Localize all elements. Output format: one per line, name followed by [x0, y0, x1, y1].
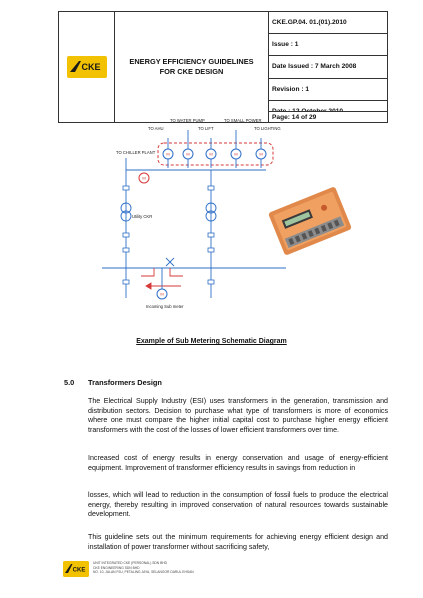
svg-text:M: M	[234, 151, 238, 157]
section-number: 5.0	[64, 378, 75, 387]
label-to-water-pump: TO WATER PUMP	[170, 118, 205, 123]
page-number: Page: 14 of 29	[268, 111, 388, 123]
label-to-lift: TO LIFT	[198, 126, 214, 131]
doc-code: CKE.GP.04. 01.(01).2010	[269, 12, 387, 34]
footer-logo-text: CKE	[72, 567, 86, 574]
paragraph: The Electrical Supply Industry (ESI) uses transformers in the generation, transmission and distribution sectors. Decision to purchase what type of transformers is more of economics where one must compare the higher initial capital cost to purchase higher energy efficient transformers with the cost of the losses of lower efficient transformers over time.	[88, 397, 388, 434]
section-title: Transformers Design	[88, 378, 162, 387]
document-header	[58, 11, 388, 123]
header-title-line1: ENERGY EFFICIENCY GUIDELINES	[129, 57, 254, 66]
header-title-line2: FOR CKE DESIGN	[159, 67, 224, 76]
label-to-lighting: TO LIGHTING	[254, 126, 281, 131]
svg-text:M: M	[209, 151, 213, 157]
energy-meter-image	[266, 184, 354, 258]
label-utility-ckr: Utility CKR	[132, 214, 153, 219]
sub-metering-schematic	[96, 108, 286, 323]
page-footer	[63, 560, 393, 582]
svg-text:M: M	[142, 175, 146, 181]
footer-text	[93, 561, 194, 575]
label-to-ahu: TO AHU	[148, 126, 164, 131]
header-title-cell	[115, 12, 269, 122]
submeter-group	[139, 149, 266, 183]
paragraph: This guideline sets out the minimum requirements for achieving energy efficient design and installation of power transformer without sacrificing safety,	[88, 533, 388, 551]
svg-text:M: M	[259, 151, 263, 157]
paragraph: losses, which will lead to reduction in the consumption of fossil fuels to produce the electrical energy, thereby resulting in improved conservation of natural resources towards sustainable development.	[88, 491, 388, 519]
svg-text:M: M	[186, 151, 190, 157]
footer-line: CKE ENGINEERING SDN BHD	[93, 565, 140, 570]
header-meta-cell	[269, 12, 387, 122]
footer-line: UNIT INTEGRATED CKE (PERSONAL) SDN BHD	[93, 561, 168, 565]
paragraph: Increased cost of energy results in energy conservation and usage of energy-efficient equipment. Improvement of transformer efficiency results in savings from reduction in	[88, 454, 388, 472]
issue-number: Issue : 1	[269, 34, 387, 56]
header-logo-cell	[59, 12, 115, 122]
date-issued: Date Issued : 7 March 2008	[269, 56, 387, 78]
svg-text:M: M	[166, 151, 170, 157]
figure-caption: Example of Sub Metering Schematic Diagram	[136, 338, 287, 345]
revision-number: Revision : 1	[269, 79, 387, 101]
label-to-small-power: TO SMALL POWER	[224, 118, 262, 123]
label-incoming-sub-meter: Incoming Sub meter	[146, 304, 184, 309]
logo-text: CKE	[81, 62, 101, 72]
footer-line: NO. 10, JALAN PJU, PETALING JAYA, SELANGOR DARUL EHSAN	[93, 570, 194, 575]
company-logo	[67, 56, 107, 78]
footer-logo	[63, 561, 89, 577]
label-to-chiller-plant: TO CHILLER PLANT	[116, 150, 156, 155]
svg-text:M: M	[160, 291, 164, 297]
